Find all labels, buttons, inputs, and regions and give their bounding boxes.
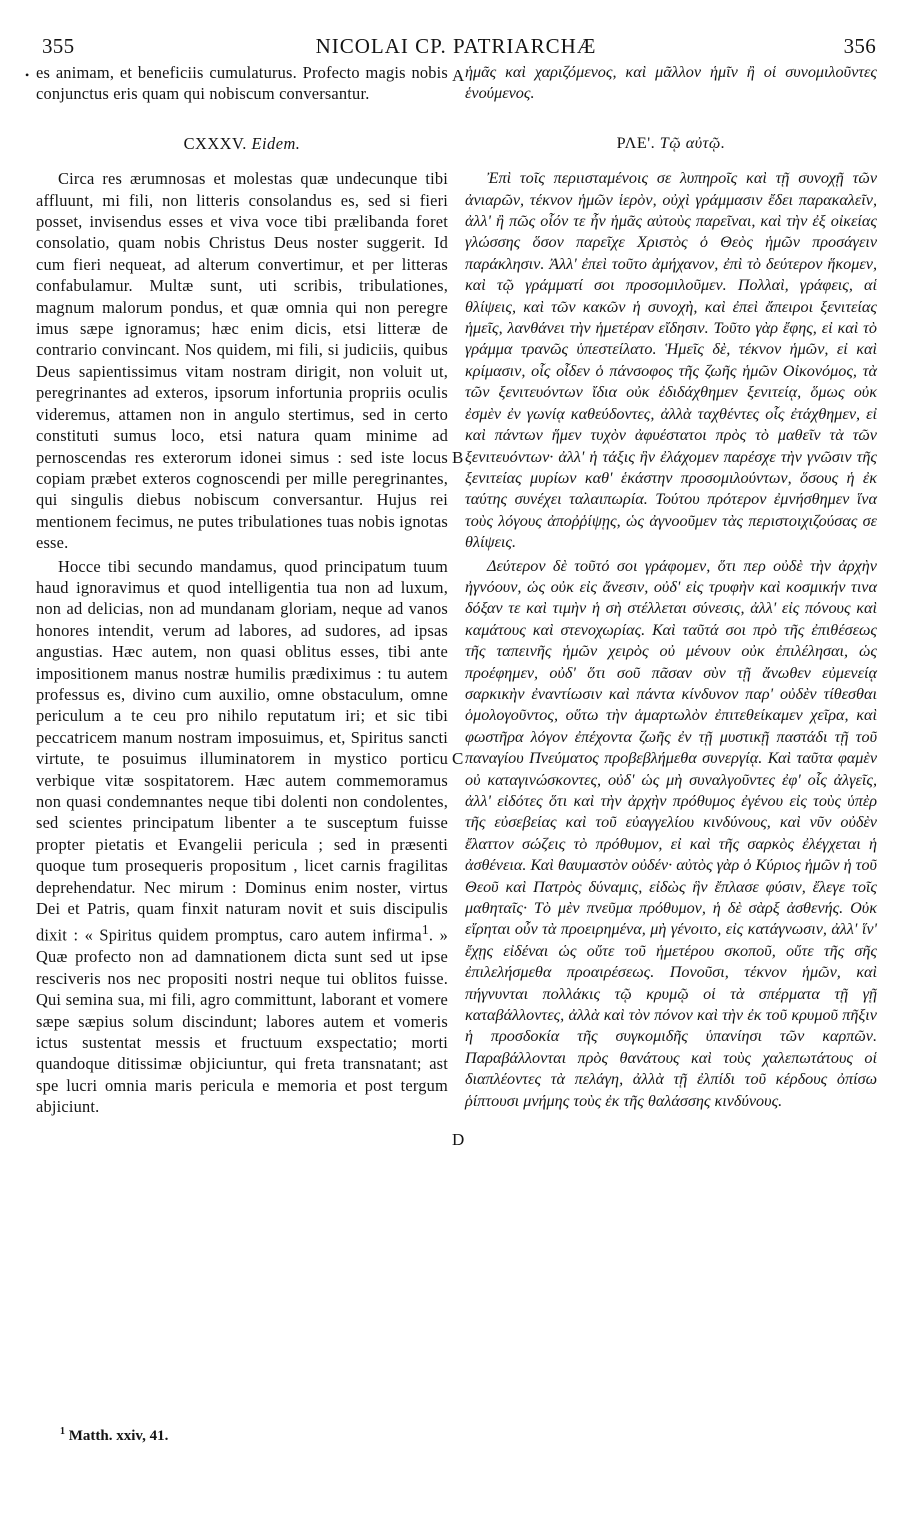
left-page-number: 355 xyxy=(42,34,75,58)
footnote xyxy=(60,1426,168,1445)
margin-letter-d: D xyxy=(452,1130,465,1149)
latin-column xyxy=(36,62,448,1118)
greek-section-heading xyxy=(465,133,877,154)
greek-intro: ἡμᾶς καὶ χαριζόμενος, καὶ μᾶλλον ἡμῖν ἢ οἱ συνομιλοῦντες ἑνούμενος. xyxy=(465,63,877,103)
latin-paragraph-2 xyxy=(36,556,448,1118)
footnote-reference: 1 xyxy=(421,922,429,938)
latin-paragraph-2-text: Hocce tibi secundo mandamus, quod principatum tuum haud ignoravimus et quod intelligentia tua non ad luxum, non ad delicias, non ad mundanam gloriam, neque ad vanos honores intendit, verum ad labores, ad sudores, ad ipsas angustias. Hæc autem, non quasi oblitus esses, tibi ante impositionem manus nostræ humilis prædiximus : tu autem professus es, divino cum auxilio, omne obstaculum, omne periculum a te ceu pro nihilo reputatum iri; et sic tibi peccatricem manum nostram imposuimus, et, Spiritus sancti virtute, te posuimus illuminatorem in mystico porticu verbique vitæ sospitatorem. Hæc autem commemoramus non quasi condemnantes neque tibi dolenti non condolentes, sed scientes principatum libenter a te susceptum fuisse propter pietatis et Evangelii pericula ; sed in præsenti quoque tum prosequeris propositum , licet carnis fragilitas deprehendatur. Nec mirum : Dominus enim noster, virtus Dei et Patris, quam finxit naturam novit et suis discipulis dixit : « Spiritus quidem promptus, caro autem infirma xyxy=(36,556,448,945)
greek-column xyxy=(465,62,877,1112)
greek-paragraph-1: Ἐπὶ τοῖς περιισταμένοις σε λυπηροῖς καὶ τῇ συνοχῇ τῶν ἀνιαρῶν, τέκνον ἡμῶν ἱερὸν, οὐχὶ γράμμασιν ἔδει παρακαλεῖν, ἀλλ' ἢ πῶς οἷόν τε ἦν ἡμᾶς αὐτοὺς παρεῖναι, καὶ τὴν ἐξ οἰκείας γλώσσης ὅσον παρεῖχε Χριστὸς ὁ Θεὸς ἡμῶν προσάγειν παράκλησιν. Ἀλλ' ἐπεὶ τοῦτο ἀμήχανον, ἐπὶ τὸ δεύτερον ἥκομεν, καὶ τῷ γράμματί σοι προσομιλοῦμεν. Πολλαὶ, γράφεις, αἱ θλίψεις, καὶ τῶν κακῶν ἡ συνοχὴ, καὶ ἐπεὶ ἄπειροι ξενιτείας ἡμεῖς, λανθάνει τὴν ἡμετέραν εἴδησιν. Τοῦτο γὰρ ἔφης, εἰ καὶ τὸ γράμμα τρανῶς ὑπεστείλατο. Ἡμεῖς δὲ, τέκνον ἡμῶν, εἰ καὶ κρίμασιν, οἷς οἶδεν ὁ πάνσοφος τῆς ζωῆς ἡμῶν Οἰκονόμος, τὰ τῶν ξενιτευόντων ἴδια οὐκ ἐδιδάχθημεν ξενιτείᾳ, ὅμως οὐκ ἐσμὲν ἐν γωνίᾳ καθεύδοντες, ἀλλὰ ταχθέντες οἷς ἐτάχθημεν, εἰ καὶ πάντων ἥμεν τυχὸν ἀφυέστατοι πρὸς τὸ μαθεῖν τὰ τῶν ξενιτευόντων· ἀλλ' ἡ τάξις ἣν ἐλάχομεν παρέσχε τὴν γνῶσιν τῆς ξενιτείας μυρίων καθ' ἑκάστην προσομιλούντων, ὅσους ἡ ἐκ ταύτης συνέχει ταλαιπωρία. Τούτου πρότερον ἐμνήσθημεν ἵνα τοὺς λόγους ἀποῤῥίψῃς, ὡς ἀγνοοῦμεν τὰς περιστοιχιζούσας σε θλίψεις. xyxy=(465,169,877,552)
margin-letter-a: A xyxy=(452,66,465,85)
greek-section-number: ΡΛΕ'. xyxy=(616,133,656,152)
latin-paragraph-1: Circa res ærumnosas et molestas quæ undecunque tibi affluunt, mi fili, non litteris consolandus es, sed si fieri posset, invisendus esses et viva voce tibi prælibanda foret consolatio, quam nobis Christus Deus noster suggerit. Id cum fieri nequeat, ad alterum convertimur, et per litteras confabulamur. Multæ sunt, uti scribis, tribulationes, magnum malorum pondus, et quæ omnia qui non peregre imus sæpe ignoramus; hæc enim dicis, etsi litteræ de contrario convincant. Nos quidem, mi fili, si judiciis, quibus Deus sapientissimus vitam nostram dirigit, non voluit ut, peregrinantes ad exteros, ipsorum infortunia propriis oculis videremus, attamen non in angulo stertimus, sed in certo constituti sumus loco, etsi natura quam minime ad pernoscendas res exterorum idonei simus : sed iste locus copiam præbet exteros cognoscendi per mille peregrinantes, qui singulis diebus nobiscum conversantur. Hujus rei mentionem fecimus, ne putes tribulationes tuas nobis ignotas esse. xyxy=(36,169,448,553)
footnote-text: Matth. xxiv, 41. xyxy=(68,1428,169,1444)
margin-letter-b: B xyxy=(452,448,464,467)
greek-section-title: Τῷ αὐτῷ. xyxy=(659,133,726,152)
margin-letter-c: C xyxy=(452,749,464,768)
greek-paragraph-2: Δεύτερον δὲ τοῦτό σοι γράφομεν, ὅτι περ οὐδὲ τὴν ἀρχὴν ἠγνόουν, ὡς οὐκ εἰς ἄνεσιν, οὐδ' εἰς τρυφὴν καὶ κοσμικήν τινα δόξαν τε καὶ τιμὴν ἡ σὴ στέλλεται σύνεσις, ἀλλ' εἰς πόνους καὶ καμάτους καὶ στενοχωρίας. Καὶ ταῦτά σοι πρὸ τῆς ἐπιθέσεως τῆς ταπεινῆς ἡμῶν χειρὸς οὐ μένουν οὐκ ἐπιλέλησαι, ὡς προέφημεν, οὐδ' ὅτι σοῦ πᾶσαν σὺν τῇ ἄνωθεν εὐμενείᾳ σαρκικὴν ἐναντίωσιν καὶ πάντα κίνδυνον παρ' οὐδὲν τίθεσθαι ὁμολογοῦντος, οὕτω τὴν ἁμαρτωλὸν ἐπιτεθείκαμεν χεῖρα, καὶ φωστῆρα λόγον ἐπέχοντα ζωῆς ἐν τῇ μυστικῇ παστάδι τῇ τοῦ παναγίου Πνεύματος προβεβλήμεθα συνεργίᾳ. Καὶ ταῦτα φαμὲν οὐ καταγινώσκοντες, οὐδ' ὡς μὴ συναλγοῦντες ἐφ' οἷς ἀλγεῖς, ἀλλ' εἰδότες ὅτι καὶ τὴν ἀρχὴν πρόθυμος ἐγένου εἰς τοὺς ὑπὲρ τῆς εὐσεβείας καὶ τοῦ εὐαγγελίου κινδύνους, καὶ νῦν οὐδὲν ἔλαττον σώζεις τὸ πρόθυμον, εἰ καὶ τῆς σαρκὸς ἐλέγχεται ἡ ἀσθένεια. Καὶ θαυμαστὸν οὐδέν· αὐτὸς γὰρ ὁ Κύριος ἡμῶν ἡ τοῦ Θεοῦ καὶ Πατρὸς δύναμις, εἰδὼς ἣν ἔπλασε φύσιν, ἔλεγε τοῖς μαθηταῖς· Τὸ μὲν πνεῦμα πρόθυμον, ἡ δὲ σὰρξ ἀσθενής. Οὐκ εἴρηται οὖν τὰ προειρημένα, μὴ γένοιτο, εἰς κατάγνωσιν, ἀλλ' ἵν' ἔχῃς εἰδέναι ὡς οὔτε τοῦ ἡμετέρου σκοποῦ, οὔτε τῆς σῆς ἐπιλελήσμεθα προαιρέσεως. Πονοῦσι, τέκνον ἡμῶν, καὶ πήγνυνται πολλάκις τῷ κρυμῷ οἱ τὰ σπέρματα τῇ γῇ καταβάλλοντες, ἀλλὰ καὶ τὸν πόνον καὶ τὴν ἐκ τοῦ κρυμοῦ πῆξιν ἡ προσδοκία τῆς συγκομιδῆς ὑπανίησι τῶν καρπῶν. Παραβάλλονται πρὸς θανάτους καὶ τοὺς χαλεπωτάτους οἱ διαπλέοντες τὰ πελάγη, ἀλλὰ τῇ ἐλπίδι τοῦ κέρδους ὀπίσω ῥίπτουσι μνήμης τοὺς ἐκ τῆς θαλάσσης κινδύνους. xyxy=(465,556,877,1110)
footnote-marker: 1 xyxy=(60,1426,65,1437)
running-title: NICOLAI CP. PATRIARCHÆ xyxy=(315,34,597,58)
latin-section-number: CXXXV. xyxy=(183,133,247,153)
right-page-number: 356 xyxy=(843,34,876,58)
latin-section-heading xyxy=(36,133,448,154)
latin-paragraph-2-end: . » Quæ profecto non ad damnationem dicta sunt sed ut ipse resciveris nos nec propositi nostri neque tui oblitos fuisse. Qui semina sua, mi fili, agro committunt, laborant et vomere sæpe sæpius solum discindunt; labores autem et vomeris ictus sustentat messis et fructuum exspectatio; morti quandoque ditissimæ objiciuntur, qui freta transnatant; ast spe lucri omnia maris pericula e memoria et post tergum abjiciunt. xyxy=(36,925,448,1117)
page-header xyxy=(36,34,876,64)
latin-section-title: Eidem. xyxy=(251,133,301,153)
latin-intro: es animam, et beneficiis cumulaturus. Profecto magis nobis conjunctus eris quam qui nobiscum conversantur. xyxy=(36,63,448,104)
margin-bullet: • xyxy=(25,68,30,82)
